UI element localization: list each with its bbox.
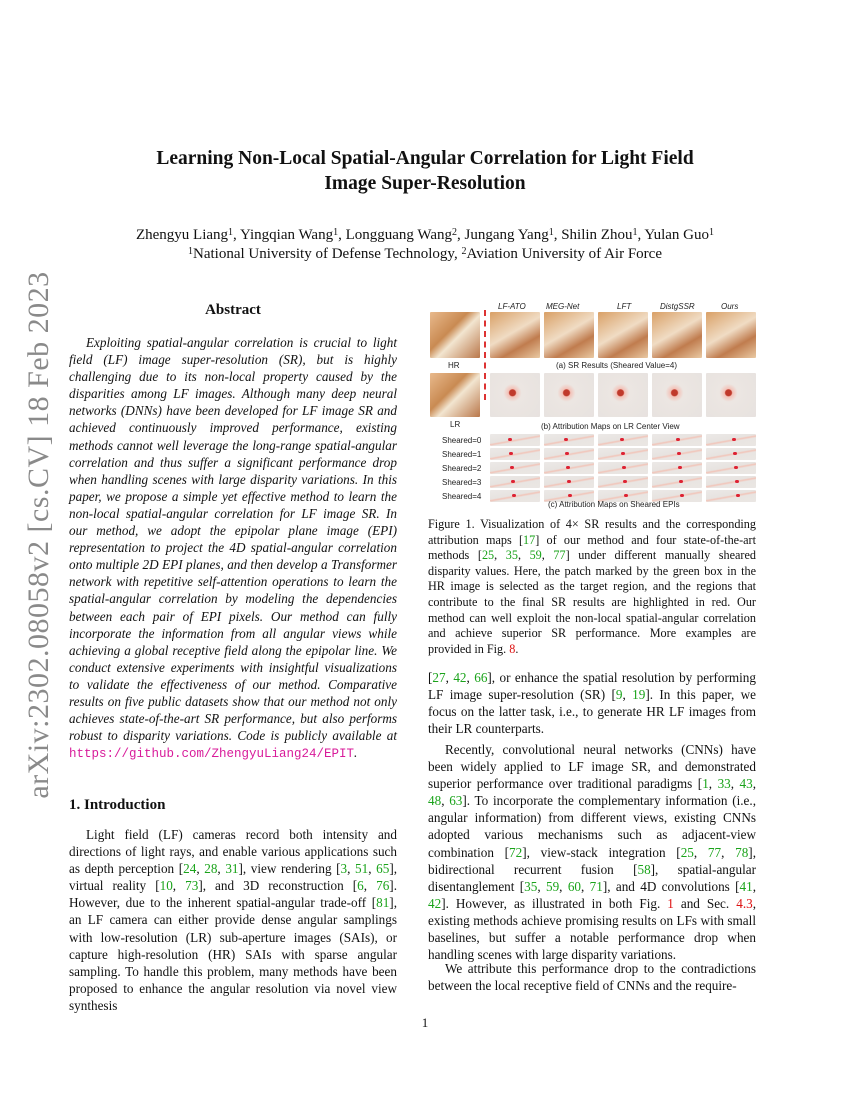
epi-attribution-tile bbox=[544, 462, 594, 474]
epi-attribution-tile bbox=[706, 448, 756, 460]
abstract-heading: Abstract bbox=[205, 302, 261, 318]
figure-1 bbox=[428, 298, 758, 510]
method-label: MEG-Net bbox=[546, 302, 580, 311]
attribution-dot bbox=[508, 438, 512, 441]
attribution-dot bbox=[510, 466, 514, 469]
panel-c-label: (c) Attribution Maps on Sheared EPIs bbox=[548, 500, 680, 509]
attribution-dot bbox=[733, 452, 737, 455]
paper-title: Learning Non-Local Spatial-Angular Correlation for Light Field Image Super-Resolution bbox=[156, 148, 694, 194]
method-label: Ours bbox=[721, 302, 739, 311]
attribution-map bbox=[490, 373, 540, 417]
attribution-map bbox=[544, 373, 594, 417]
attribution-dot bbox=[568, 494, 572, 497]
attribution-dot bbox=[622, 466, 626, 469]
sr-result-image bbox=[706, 312, 756, 358]
page-number: 1 bbox=[421, 1015, 429, 1030]
epi-attribution-tile bbox=[490, 490, 540, 502]
epi-attribution-tile bbox=[706, 434, 756, 446]
epi-attribution-tile bbox=[544, 434, 594, 446]
method-label: LFT bbox=[617, 302, 632, 311]
sr-result-image bbox=[598, 312, 648, 358]
code-link[interactable]: https://github.com/ZhengyuLiang24/EPIT bbox=[69, 747, 355, 762]
attribution-dot bbox=[565, 452, 569, 455]
attribution-dot bbox=[620, 438, 624, 441]
attribution-dot bbox=[680, 494, 684, 497]
method-label: LF-ATO bbox=[498, 302, 526, 311]
epi-attribution-tile bbox=[490, 462, 540, 474]
right-paragraph-2: Recently, convolutional neural networks (CNNs) have been widely applied to LF image SR, and demonstrated superior performance over traditional paradigms [1, 33, 43, 48, 63]. To incorporate the complementary information (i.e., angular information) from different views, existing CNNs adopted various mechanisms such as adjacent-view combination [72], view-stack integration [25, 77, 78], bidirectional recurrent fusion [58], spatial-angular disentanglement [35, 59, 60, 71], and 4D convolutions [41, 42]. However, as illustrated in both Fig. 1 and Sec. 4.3, existing methods achieve promising results on LFs with small baselines, but suffer a notable performance drop when handling scenes with large disparity variations. bbox=[428, 742, 757, 963]
arxiv-stamp: arXiv:2302.08058v2 [cs.CV] 18 Feb 2023 bbox=[22, 271, 55, 799]
sheared-label: Sheared=4 bbox=[442, 492, 482, 501]
author-list: Zhengyu Liang$^1$, Yingqian Wang$^1$, Longguang Wang$^2$, Jungang Yang$^1$, Shilin Zhou$^1$, Yulan Guo$^1$ bbox=[135, 227, 714, 243]
attribution-dot bbox=[511, 480, 515, 483]
hr-image bbox=[430, 312, 480, 358]
attribution-dot bbox=[736, 494, 740, 497]
epi-attribution-tile bbox=[490, 448, 540, 460]
attribution-dot bbox=[732, 438, 736, 441]
panel-b-label: (b) Attribution Maps on LR Center View bbox=[541, 422, 680, 431]
epi-attribution-tile bbox=[544, 448, 594, 460]
sheared-label: Sheared=3 bbox=[442, 478, 482, 487]
attribution-dot bbox=[621, 452, 625, 455]
attribution-dot bbox=[677, 452, 681, 455]
abstract-text: Exploiting spatial-angular correlation is crucial to light field (LF) image super-resolution (SR), but is highly challenging due to its non-local property caused by the disparities among LF images. Although many deep neural networks (DNNs) have been developed for LF image SR and achieved continuously improved performance, existing methods cannot well leverage the long-range spatial-angular correlation and thus suffer a significant performance drop when handling scenes with large disparity variations. In this paper, we propose a simple yet effective method to learn the non-local spatial-angular correlation for LF image SR. In our method, we adopt the epipolar plane image (EPI) representation to project the 4D spatial-angular correlation onto multiple 2D EPI planes, and then develop a Transformer network with repetitive self-attention operations to learn the spatial-angular correlation by modeling the dependencies between each pair of EPI pixels. Our method can fully incorporate the information from all angular views while achieving a global receptive field along the epipolar line. We conduct extensive experiments with insightful visualizations to validate the effectiveness of our method. Comparative results on five public datasets show that our method not only achieves state-of-the-art SR performance, but also performs robust to disparity variations. Code is publicly available at https://github.com/ZhengyuLiang24/EPIT. bbox=[69, 335, 397, 762]
sheared-label: Sheared=2 bbox=[442, 464, 482, 473]
lr-image bbox=[430, 373, 480, 417]
attribution-map bbox=[598, 373, 648, 417]
attribution-dot bbox=[623, 480, 627, 483]
panel-a-label: (a) SR Results (Sheared Value=4) bbox=[556, 361, 678, 370]
attribution-map bbox=[652, 373, 702, 417]
attribution-dot bbox=[676, 438, 680, 441]
attribution-dot bbox=[679, 480, 683, 483]
epi-attribution-tile bbox=[490, 476, 540, 488]
sr-result-image bbox=[490, 312, 540, 358]
epi-attribution-tile bbox=[598, 476, 648, 488]
figure-caption: Figure 1. Visualization of 4× SR results and the corresponding attribution maps [17] of our method and four state-of-the-art methods [25, 35, 59, 77] under different manually sheared disparity values. Here, the patch marked by the green box in the HR image is selected as the target region, and the regions that contribute to the final SR results are highlighted in red. Our method can well exploit the non-local spatial-angular correlation and achieve superior SR performance. More examples are provided in Fig. 8. bbox=[428, 517, 756, 656]
sr-result-image bbox=[544, 312, 594, 358]
attribution-map bbox=[706, 373, 756, 417]
epi-attribution-tile bbox=[598, 462, 648, 474]
hr-label: HR bbox=[448, 361, 460, 370]
epi-attribution-tile bbox=[706, 462, 756, 474]
intro-paragraph: Light field (LF) cameras record both intensity and directions of light rays, and enable various applications such as depth perception [24, 28, 31], view rendering [3, 51, 65], virtual reality [10, 73], and 3D reconstruction [6, 76]. However, due to the inherent spatial-angular trade-off [81], an LF camera can either provide dense angular samplings with low-resolution (LR) sub-aperture images (SAIs), or capture high-resolution (HR) SAIs with sparse angular sampling. To handle this problem, many methods have been proposed to enhance the angular resolution via novel view synthesis bbox=[69, 827, 398, 1013]
attribution-dot bbox=[566, 466, 570, 469]
epi-attribution-tile bbox=[652, 448, 702, 460]
attribution-dot bbox=[567, 480, 571, 483]
attribution-dot bbox=[735, 480, 739, 483]
lr-label: LR bbox=[450, 420, 461, 429]
sheared-label: Sheared=0 bbox=[442, 436, 482, 445]
affiliations: $^1$National University of Defense Technology, $^2$Aviation University of Air Force bbox=[188, 246, 662, 262]
divider-line bbox=[484, 310, 486, 400]
right-paragraph-1: [27, 42, 66], or enhance the spatial resolution by performing LF image super-resolution (SR) [9, 19]. In this paper, we focus on the latter task, i.e., to generate HR LF images from their LR counterparts. bbox=[428, 670, 756, 737]
epi-attribution-tile bbox=[652, 434, 702, 446]
attribution-dot bbox=[734, 466, 738, 469]
epi-attribution-tile bbox=[706, 476, 756, 488]
attribution-dot bbox=[512, 494, 516, 497]
epi-attribution-tile bbox=[544, 476, 594, 488]
epi-attribution-tile bbox=[598, 448, 648, 460]
attribution-dot bbox=[624, 494, 628, 497]
epi-attribution-tile bbox=[490, 434, 540, 446]
epi-attribution-tile bbox=[652, 476, 702, 488]
sr-result-image bbox=[652, 312, 702, 358]
method-label: DistgSSR bbox=[660, 302, 695, 311]
right-paragraph-3: We attribute this performance drop to the contradictions between the local receptive field of CNNs and the require- bbox=[428, 961, 756, 994]
epi-attribution-tile bbox=[652, 462, 702, 474]
epi-attribution-tile bbox=[598, 434, 648, 446]
sheared-label: Sheared=1 bbox=[442, 450, 482, 459]
epi-attribution-tile bbox=[706, 490, 756, 502]
intro-heading: 1. Introduction bbox=[69, 797, 166, 813]
attribution-dot bbox=[564, 438, 568, 441]
attribution-dot bbox=[678, 466, 682, 469]
attribution-dot bbox=[509, 452, 513, 455]
